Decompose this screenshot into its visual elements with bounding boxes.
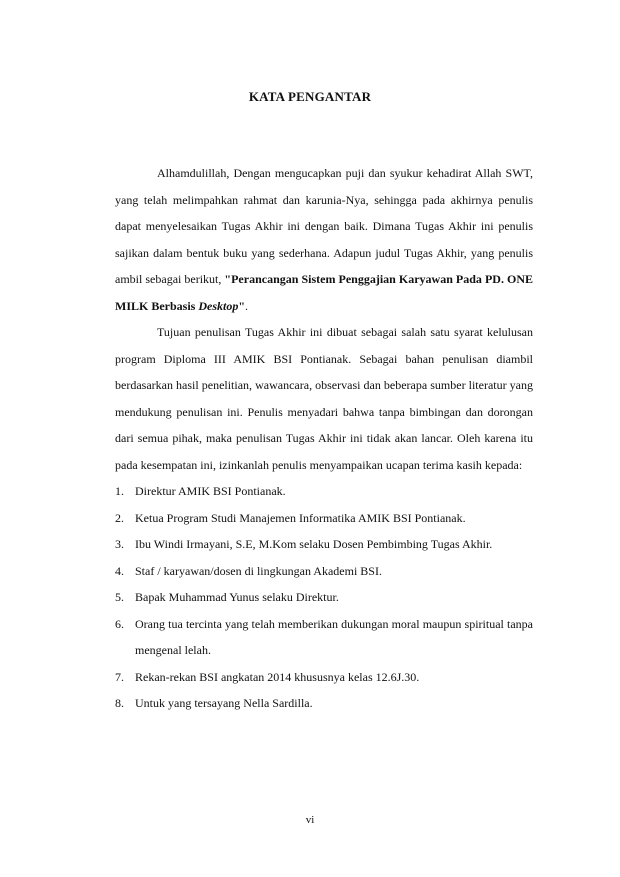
acknowledgement-list: [115, 478, 533, 717]
list-item-number: 2.: [115, 510, 124, 525]
thesis-title-text: Perancangan Sistem Penggajian Karyawan Pada PD. ONE MILK Berbasis: [115, 272, 533, 313]
list-item-text: Ibu Windi Irmayani, S.E, M.Kom selaku Dosen Pembimbing Tugas Akhir.: [135, 537, 493, 551]
list-item-number: 1.: [115, 484, 124, 498]
paragraph-intro: [115, 160, 533, 319]
quote-close: ": [238, 298, 246, 313]
list-item: [115, 664, 533, 691]
list-item-text: Ketua Program Studi Manajemen Informatika AMIK BSI Pontianak.: [135, 510, 466, 525]
list-item: [115, 505, 533, 532]
list-item: [115, 690, 533, 717]
thesis-title-italic: Desktop: [198, 298, 239, 313]
list-item: [115, 584, 533, 611]
list-item: [115, 478, 533, 505]
list-item-number: 8.: [115, 696, 124, 710]
list-item: [115, 611, 533, 664]
list-item-text: Staf / karyawan/dosen di lingkungan Akademi BSI.: [135, 563, 382, 578]
quote-open: ": [224, 272, 232, 286]
list-item-number: 6.: [115, 616, 124, 631]
list-item: [115, 558, 533, 585]
paragraph-intro-text: Alhamdulillah, Dengan mengucapkan puji dan syukur kehadirat Allah SWT, yang telah melimpahkan rahmat dan karunia-Nya, sehingga pada akhirnya penulis dapat menyelesaikan Tugas Akhir ini dengan baik. Dimana Tugas Akhir ini penulis sajikan dalam bentuk buku yang sederhana. Adapun judul Tugas Akhir, yang penulis ambil sebagai berikut,: [115, 166, 533, 286]
list-item-text: Orang tua tercinta yang telah memberikan dukungan moral maupun spiritual tanpa mengenal lelah.: [135, 616, 533, 657]
page-title: KATA PENGANTAR: [248, 89, 372, 104]
list-item-text: Bapak Muhammad Yunus selaku Direktur.: [135, 590, 339, 604]
document-body: [115, 160, 533, 717]
paragraph-purpose: Tujuan penulisan Tugas Akhir ini dibuat sebagai salah satu syarat kelulusan program Diploma III AMIK BSI Pontianak. Sebagai bahan penulisan diambil berdasarkan hasil penelitian, wawancara, observasi dan beberapa sumber literatur yang mendukung penulisan ini. Penulis menyadari bahwa tanpa bimbingan dan dorongan dari semua pihak, maka penulisan Tugas Akhir ini tidak akan lancar. Oleh karena itu pada kesempatan ini, izinkanlah penulis menyampaikan ucapan terima kasih kepada:: [115, 325, 533, 472]
paragraph-intro-end: .: [245, 298, 249, 313]
list-item-number: 3.: [115, 537, 124, 551]
list-item-text: Rekan-rekan BSI angkatan 2014 khususnya kelas 12.6J.30.: [135, 669, 420, 684]
list-item-number: 4.: [115, 563, 124, 578]
page-number: vi: [305, 814, 315, 826]
list-item-text: Untuk yang tersayang Nella Sardilla.: [135, 696, 313, 710]
list-item: [115, 531, 533, 558]
list-item-number: 7.: [115, 669, 124, 684]
list-item-text: Direktur AMIK BSI Pontianak.: [135, 484, 286, 498]
list-item-number: 5.: [115, 590, 124, 604]
